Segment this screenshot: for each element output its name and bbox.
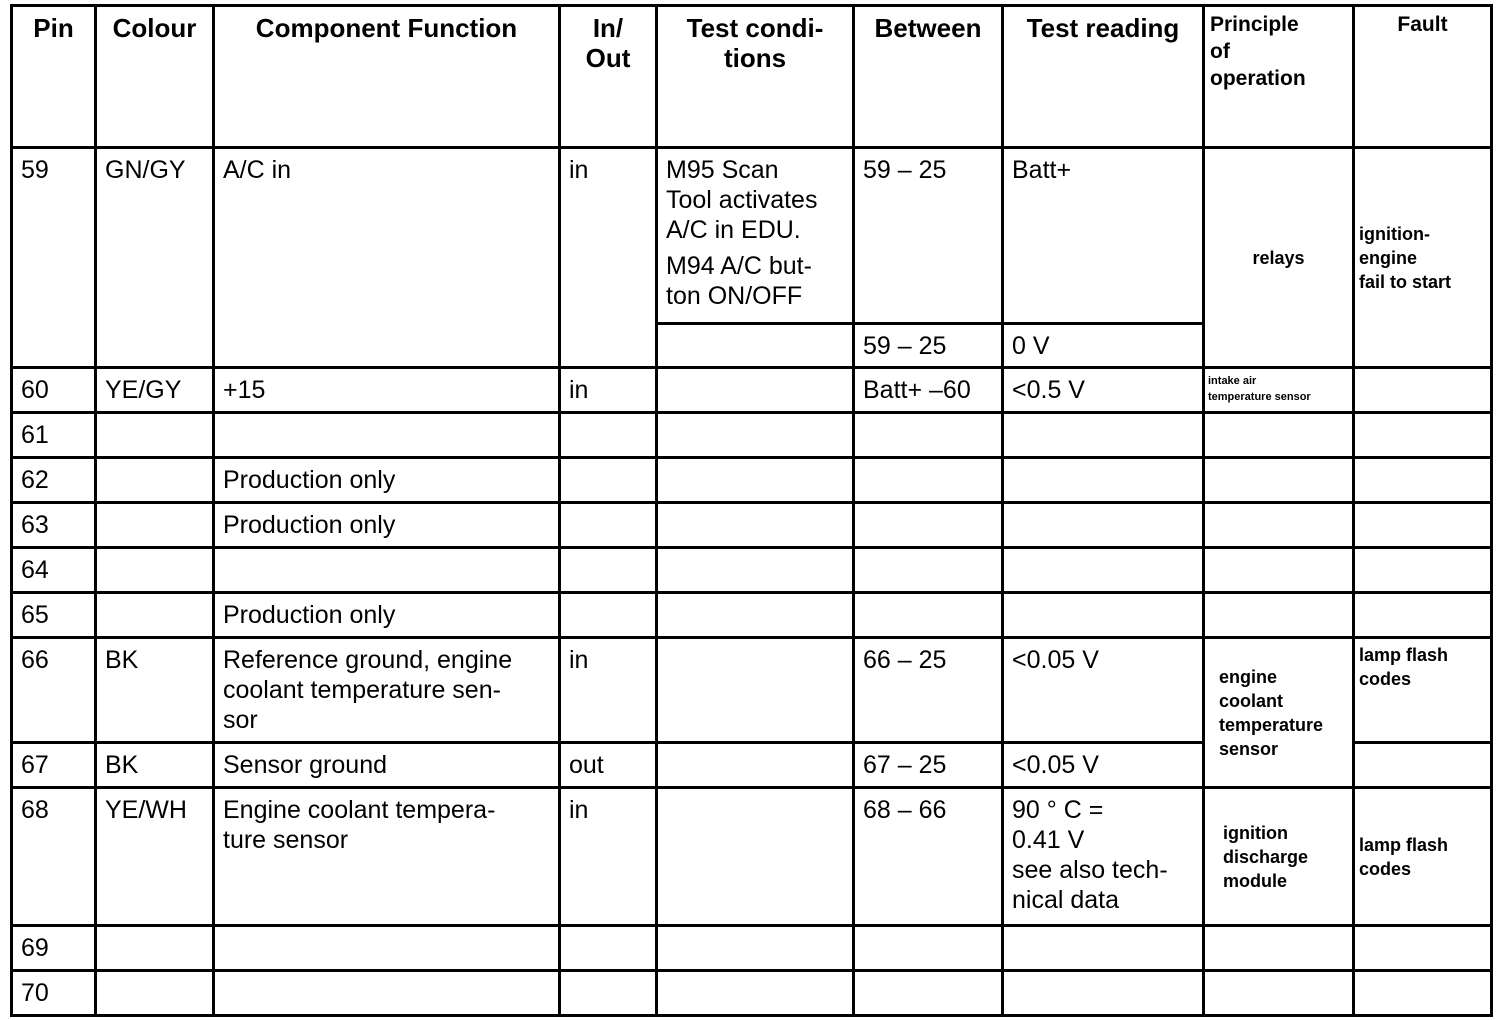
header-in-out-line2: Out <box>585 43 631 73</box>
cell-test-reading <box>1003 593 1204 638</box>
cell-pin: 69 <box>12 926 96 971</box>
cell-in-out: in <box>560 148 657 368</box>
principle-line: temperature <box>1219 714 1324 735</box>
principle-line: discharge <box>1223 846 1309 867</box>
cell-fault <box>1354 971 1492 1016</box>
test-conditions-line: M94 A/C but- <box>666 252 812 280</box>
header-test-conditions-line2: tions <box>723 43 787 73</box>
table-row-pin-64 <box>12 548 1492 593</box>
cell-test-reading <box>1003 413 1204 458</box>
test-reading-line: 0.41 V <box>1012 826 1085 854</box>
cell-in-out <box>560 548 657 593</box>
cell-colour: BK <box>96 638 214 743</box>
cell-between: Batt+ –60 <box>854 368 1003 413</box>
cell-component-function: +15 <box>214 368 560 413</box>
cell-component-function <box>214 971 560 1016</box>
table-row-pin-60 <box>12 368 1492 413</box>
cell-in-out <box>560 971 657 1016</box>
cell-between: 66 – 25 <box>854 638 1003 743</box>
header-test-conditions <box>657 6 854 148</box>
cell-in-out <box>560 593 657 638</box>
cell-component-function: A/C in <box>214 148 560 368</box>
fault-line: codes <box>1359 669 1412 689</box>
cell-test-reading: <0.05 V <box>1003 743 1204 788</box>
cell-between <box>854 503 1003 548</box>
table-row-pin-61 <box>12 413 1492 458</box>
cell-test-reading <box>1003 971 1204 1016</box>
fault-line: ignition- <box>1359 223 1430 244</box>
cell-in-out: in <box>560 788 657 926</box>
cell-component-function: Production only <box>214 458 560 503</box>
cell-test-conditions <box>657 548 854 593</box>
function-line: ture sensor <box>223 826 349 854</box>
cell-fault <box>1354 458 1492 503</box>
cell-pin: 66 <box>12 638 96 743</box>
cell-colour <box>96 548 214 593</box>
cell-colour: GN/GY <box>96 148 214 368</box>
function-line: coolant temperature sen- <box>223 676 501 704</box>
cell-fault <box>1354 503 1492 548</box>
cell-between <box>854 413 1003 458</box>
test-reading-line: see also tech- <box>1012 856 1168 884</box>
principle-line: coolant <box>1219 690 1284 711</box>
table-row-pin-62 <box>12 458 1492 503</box>
cell-test-reading <box>1003 503 1204 548</box>
cell-fault <box>1354 148 1492 368</box>
cell-between <box>854 926 1003 971</box>
cell-test-conditions <box>657 413 854 458</box>
cell-test-conditions <box>657 593 854 638</box>
header-principle-line1: Principle <box>1210 13 1299 36</box>
cell-test-conditions <box>657 503 854 548</box>
cell-test-reading: 0 V <box>1003 324 1204 368</box>
cell-test-reading: Batt+ <box>1003 148 1204 324</box>
cell-pin: 70 <box>12 971 96 1016</box>
cell-colour: BK <box>96 743 214 788</box>
cell-pin: 67 <box>12 743 96 788</box>
cell-in-out: in <box>560 368 657 413</box>
cell-between: 59 – 25 <box>854 324 1003 368</box>
cell-test-conditions <box>657 368 854 413</box>
cell-test-reading: <0.5 V <box>1003 368 1204 413</box>
function-line: Reference ground, engine <box>223 646 513 674</box>
cell-component-function: Production only <box>214 503 560 548</box>
cell-component-function <box>214 548 560 593</box>
cell-colour: YE/GY <box>96 368 214 413</box>
fault-line: codes <box>1359 858 1412 879</box>
header-component-function: Component Function <box>214 6 560 148</box>
cell-test-conditions <box>657 926 854 971</box>
cell-component-function <box>214 638 560 743</box>
fault-line: lamp flash <box>1359 645 1449 665</box>
table-row-pin-65 <box>12 593 1492 638</box>
table-row-pin-68 <box>12 788 1492 926</box>
cell-pin: 64 <box>12 548 96 593</box>
principle-line: module <box>1223 870 1288 891</box>
pin-assignment-table-container <box>10 4 1493 1017</box>
cell-pin: 68 <box>12 788 96 926</box>
cell-pin: 60 <box>12 368 96 413</box>
cell-fault <box>1354 788 1492 926</box>
table-row-pin-63 <box>12 503 1492 548</box>
cell-in-out <box>560 413 657 458</box>
cell-test-conditions <box>657 148 854 324</box>
cell-principle-of-operation <box>1204 788 1354 926</box>
header-principle-line2: of <box>1210 40 1230 63</box>
cell-between <box>854 971 1003 1016</box>
cell-fault <box>1354 548 1492 593</box>
cell-fault <box>1354 368 1492 413</box>
cell-between <box>854 593 1003 638</box>
table-row-pin-69 <box>12 926 1492 971</box>
cell-colour <box>96 503 214 548</box>
test-conditions-line: ton ON/OFF <box>666 282 803 310</box>
principle-line: ignition <box>1223 822 1288 843</box>
header-principle-of-operation <box>1204 6 1354 148</box>
function-line: Engine coolant tempera- <box>223 796 496 824</box>
cell-between: 68 – 66 <box>854 788 1003 926</box>
header-row <box>12 6 1492 148</box>
cell-component-function <box>214 788 560 926</box>
cell-in-out: out <box>560 743 657 788</box>
cell-colour <box>96 971 214 1016</box>
cell-component-function: Sensor ground <box>214 743 560 788</box>
cell-colour <box>96 593 214 638</box>
cell-component-function <box>214 413 560 458</box>
cell-in-out <box>560 926 657 971</box>
cell-principle-of-operation <box>1204 503 1354 548</box>
cell-pin: 65 <box>12 593 96 638</box>
cell-principle-of-operation <box>1204 458 1354 503</box>
cell-between: 67 – 25 <box>854 743 1003 788</box>
cell-in-out <box>560 503 657 548</box>
function-line: sor <box>223 706 258 734</box>
principle-line: intake air <box>1208 375 1257 387</box>
cell-component-function <box>214 926 560 971</box>
header-fault: Fault <box>1354 6 1492 148</box>
cell-test-conditions <box>657 788 854 926</box>
cell-in-out: in <box>560 638 657 743</box>
cell-principle-of-operation <box>1204 368 1354 413</box>
cell-test-conditions <box>657 324 854 368</box>
header-test-conditions-line1: Test condi- <box>686 13 824 43</box>
test-conditions-line: M95 Scan <box>666 156 779 184</box>
cell-test-reading <box>1003 926 1204 971</box>
cell-between: 59 – 25 <box>854 148 1003 324</box>
table-row-pin-66 <box>12 638 1492 743</box>
cell-principle-of-operation <box>1204 926 1354 971</box>
cell-principle-of-operation <box>1204 593 1354 638</box>
cell-pin: 63 <box>12 503 96 548</box>
cell-test-conditions <box>657 743 854 788</box>
cell-test-conditions <box>657 458 854 503</box>
header-between: Between <box>854 6 1003 148</box>
test-conditions-line: A/C in EDU. <box>666 216 801 244</box>
cell-colour: YE/WH <box>96 788 214 926</box>
header-colour: Colour <box>96 6 214 148</box>
principle-line: sensor <box>1219 738 1279 759</box>
cell-test-conditions <box>657 971 854 1016</box>
cell-colour <box>96 926 214 971</box>
table-row-pin-70 <box>12 971 1492 1016</box>
cell-colour <box>96 413 214 458</box>
cell-fault <box>1354 593 1492 638</box>
cell-principle-of-operation <box>1204 548 1354 593</box>
header-pin: Pin <box>12 6 96 148</box>
test-reading-line: nical data <box>1012 886 1120 914</box>
header-test-reading: Test reading <box>1003 6 1204 148</box>
header-principle-line3: operation <box>1210 67 1306 90</box>
cell-between <box>854 458 1003 503</box>
cell-pin: 61 <box>12 413 96 458</box>
cell-principle-of-operation <box>1204 638 1354 788</box>
test-reading-line: 90 ° C = <box>1012 796 1104 824</box>
pin-assignment-table <box>10 4 1493 1017</box>
cell-in-out <box>560 458 657 503</box>
principle-line: temperature sensor <box>1208 391 1311 403</box>
cell-colour <box>96 458 214 503</box>
cell-fault <box>1354 743 1492 788</box>
cell-between <box>854 548 1003 593</box>
header-in-out-line1: In/ <box>592 13 624 43</box>
cell-principle-of-operation <box>1204 971 1354 1016</box>
fault-line: lamp flash <box>1359 834 1449 855</box>
cell-principle-of-operation <box>1204 413 1354 458</box>
cell-test-reading <box>1003 458 1204 503</box>
cell-pin: 62 <box>12 458 96 503</box>
cell-test-reading: <0.05 V <box>1003 638 1204 743</box>
cell-principle-of-operation: relays <box>1204 148 1354 368</box>
cell-component-function: Production only <box>214 593 560 638</box>
cell-pin: 59 <box>12 148 96 368</box>
cell-test-reading <box>1003 788 1204 926</box>
fault-line: fail to start <box>1359 271 1452 292</box>
cell-test-conditions <box>657 638 854 743</box>
header-in-out <box>560 6 657 148</box>
fault-line: engine <box>1359 247 1418 268</box>
cell-fault <box>1354 413 1492 458</box>
cell-fault <box>1354 926 1492 971</box>
cell-fault <box>1354 638 1492 743</box>
cell-test-reading <box>1003 548 1204 593</box>
principle-line: engine <box>1219 666 1278 687</box>
table-row-pin-59 <box>12 148 1492 324</box>
test-conditions-line: Tool activates <box>666 186 818 214</box>
